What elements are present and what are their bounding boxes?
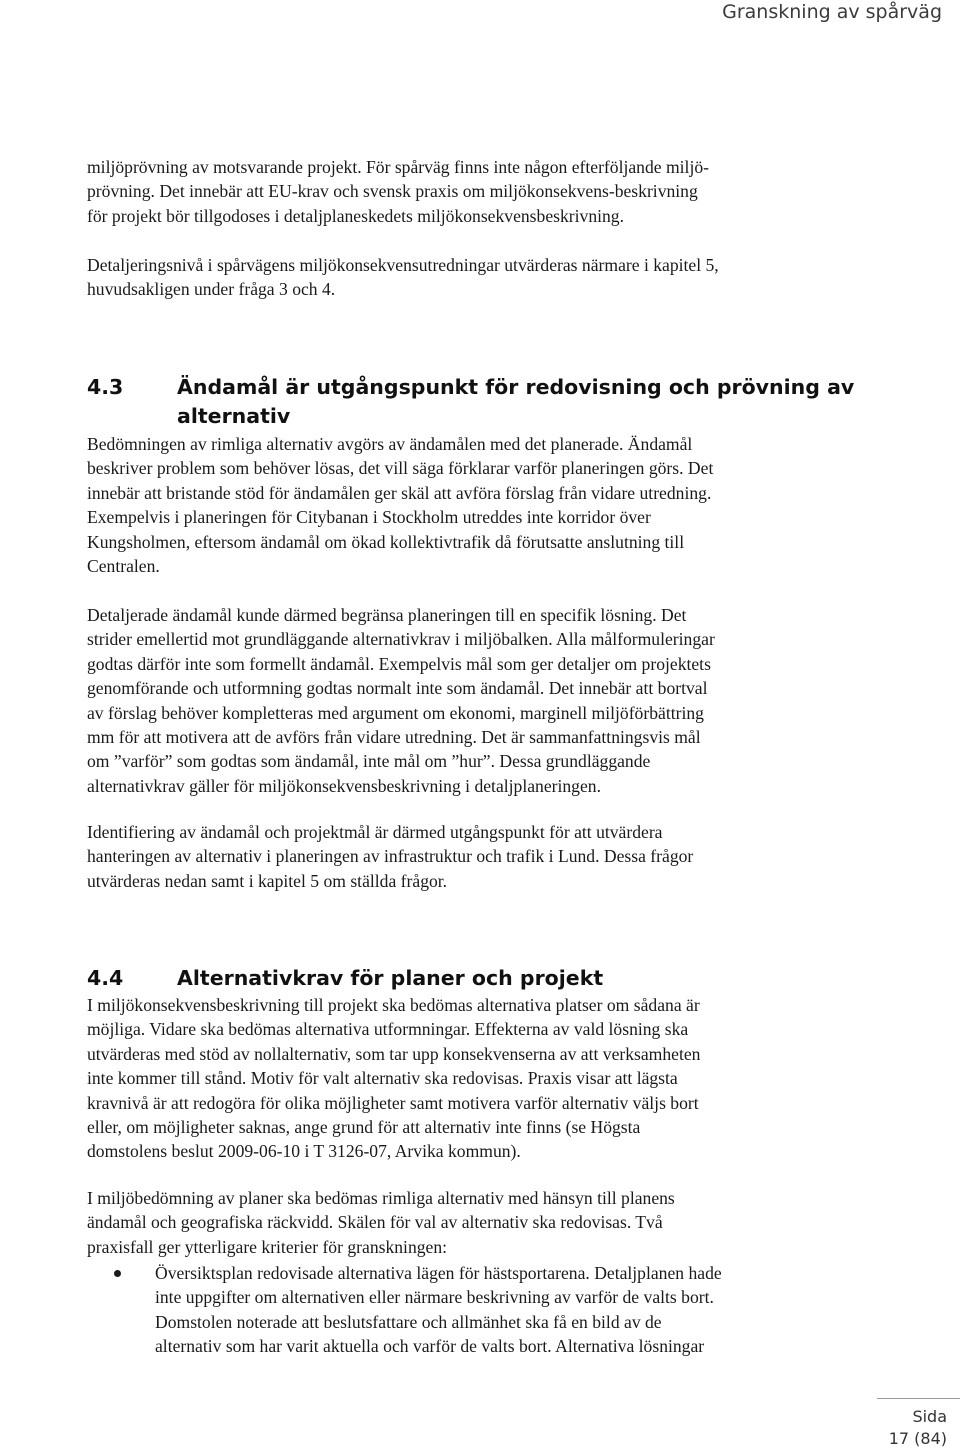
- text-line: prövning. Det innebär att EU-krav och svensk praxis om miljökonsekvens-beskrivning: [87, 181, 698, 202]
- text-line: innebär att bristande stöd för ändamålen ger skäl att avföra förslag från vidare utredning.: [87, 482, 712, 503]
- text-line: mm för att motivera att de avförs från vidare utredning. Det är sammanfattningsvis mål: [87, 727, 701, 748]
- section-title-line2: alternativ: [177, 404, 291, 428]
- section-number: 4.4: [87, 966, 124, 990]
- text-line: I miljöbedömning av planer ska bedömas rimliga alternativ med hänsyn till planens: [87, 1188, 675, 1208]
- list-item: [87, 1261, 722, 1359]
- text-line: ändamål och geografiska räckvidd. Skälen för val av alternativ ska redovisas. Två: [87, 1212, 663, 1233]
- text-line: Exempelvis i planeringen för Citybanan i Stockholm utreddes inte korridor över: [87, 507, 651, 528]
- text-line: Kungsholmen, eftersom ändamål om ökad kollektivtrafik då förutsatte anslutning till: [87, 531, 685, 552]
- text-line: alternativkrav gäller för miljökonsekvensbeskrivning i detaljplaneringen.: [87, 775, 601, 796]
- section-title-line1: Ändamål är utgångspunkt för redovisning och prövning av: [177, 375, 855, 399]
- paragraph-text: [87, 993, 847, 1164]
- section-heading-4-4: [87, 964, 603, 993]
- paragraph-3: [87, 432, 847, 578]
- text-line: Detaljeringsnivå i spårvägens miljökonsekvensutredningar utvärderas närmare i kapitel 5,: [87, 255, 719, 275]
- footer-divider: [877, 1398, 960, 1399]
- text-line: Bedömningen av rimliga alternativ avgörs av ändamålen med det planerade. Ändamål: [87, 434, 693, 454]
- text-line: Detaljerade ändamål kunde därmed begränsa planeringen till en specifik lösning. Det: [87, 605, 687, 625]
- text-line: strider emellertid mot grundläggande alternativkrav i miljöbalken. Alla målformuleringar: [87, 629, 715, 650]
- text-line: domstolens beslut 2009-06-10 i T 3126-07, Arvika kommun).: [87, 1141, 521, 1162]
- text-line: alternativ som har varit aktuella och varför de valts bort. Alternativa lösningar: [155, 1336, 705, 1357]
- section-title: Alternativkrav för planer och projekt: [177, 966, 604, 990]
- text-line: hanteringen av alternativ i planeringen av infrastruktur och trafik i Lund. Dessa frågor: [87, 846, 694, 867]
- paragraph-text: [87, 155, 847, 228]
- text-line: I miljökonsekvensbeskrivning till projekt ska bedömas alternativa platser om sådana är: [87, 995, 700, 1015]
- section-heading-4-3: [87, 373, 854, 431]
- running-header-title: Granskning av spårväg: [722, 1, 942, 23]
- paragraph-2: [87, 253, 847, 302]
- paragraph-text: [87, 432, 847, 578]
- section-number: 4.3: [87, 375, 124, 399]
- text-line: för projekt bör tillgodoses i detaljplaneskedets miljökonsekvensbeskrivning.: [87, 205, 625, 226]
- text-line: möjliga. Vidare ska bedömas alternativa utformningar. Effekterna av vald lösning ska: [87, 1019, 689, 1040]
- paragraph-7: [87, 1186, 847, 1259]
- text-line: utvärderas med stöd av nollalternativ, som tar upp konsekvenserna av att verksamheten: [87, 1043, 701, 1064]
- text-line: huvudsakligen under fråga 3 och 4.: [87, 279, 336, 300]
- text-line: av förslag behöver kompletteras med argument om ekonomi, marginell miljöförbättring: [87, 702, 704, 723]
- paragraph-text: [87, 820, 847, 893]
- text-line: Domstolen noterade att beslutsfattare och allmänhet ska få en bild av de: [155, 1311, 662, 1332]
- paragraph-1: [87, 155, 847, 228]
- paragraph-5: [87, 820, 847, 893]
- paragraph-text: [87, 1186, 847, 1259]
- text-line: Översiktsplan redovisade alternativa lägen för hästsportarena. Detaljplanen hade: [155, 1263, 722, 1283]
- text-line: utvärderas nedan samt i kapitel 5 om ställda frågor.: [87, 870, 448, 891]
- footer-page-label: Sida: [912, 1407, 947, 1426]
- text-line: genomförande och utformning godtas normalt inte som ändamål. Det innebär att bortval: [87, 678, 708, 699]
- text-line: Centralen.: [87, 556, 160, 577]
- text-line: om ”varför” som godtas som ändamål, inte mål om ”hur”. Dessa grundläggande: [87, 751, 651, 772]
- text-line: praxisfall ger ytterligare kriterier för granskningen:: [87, 1236, 448, 1257]
- paragraph-4: [87, 603, 847, 798]
- text-line: miljöprövning av motsvarande projekt. För spårväg finns inte någon efterföljande miljö-: [87, 157, 709, 177]
- text-line: godtas därför inte som formellt ändamål. Exempelvis mål som ger detaljer om projektets: [87, 653, 711, 674]
- text-line: inte kommer till stånd. Motiv för valt alternativ ska redovisas. Praxis visar att lägsta: [87, 1068, 678, 1089]
- bullet-icon: [114, 1270, 121, 1277]
- paragraph-text: [87, 603, 847, 798]
- bullet-list: [87, 1261, 722, 1359]
- text-line: kravnivå är att redogöra för olika möjligheter samt motivera varför alternativ väljs bort: [87, 1092, 699, 1113]
- paragraph-6: [87, 993, 847, 1164]
- footer-page-number: 17 (84): [888, 1429, 947, 1448]
- text-line: eller, om möjligheter saknas, ange grund för att alternativ inte finns (se Högsta: [87, 1117, 641, 1138]
- paragraph-text: [87, 253, 847, 302]
- text-line: Identifiering av ändamål och projektmål är därmed utgångspunkt för att utvärdera: [87, 822, 663, 842]
- text-line: beskriver problem som behöver lösas, det vill säga förklarar varför planeringen görs. Det: [87, 458, 714, 479]
- text-line: inte uppgifter om alternativen eller närmare beskrivning av varför de valts bort.: [155, 1287, 714, 1308]
